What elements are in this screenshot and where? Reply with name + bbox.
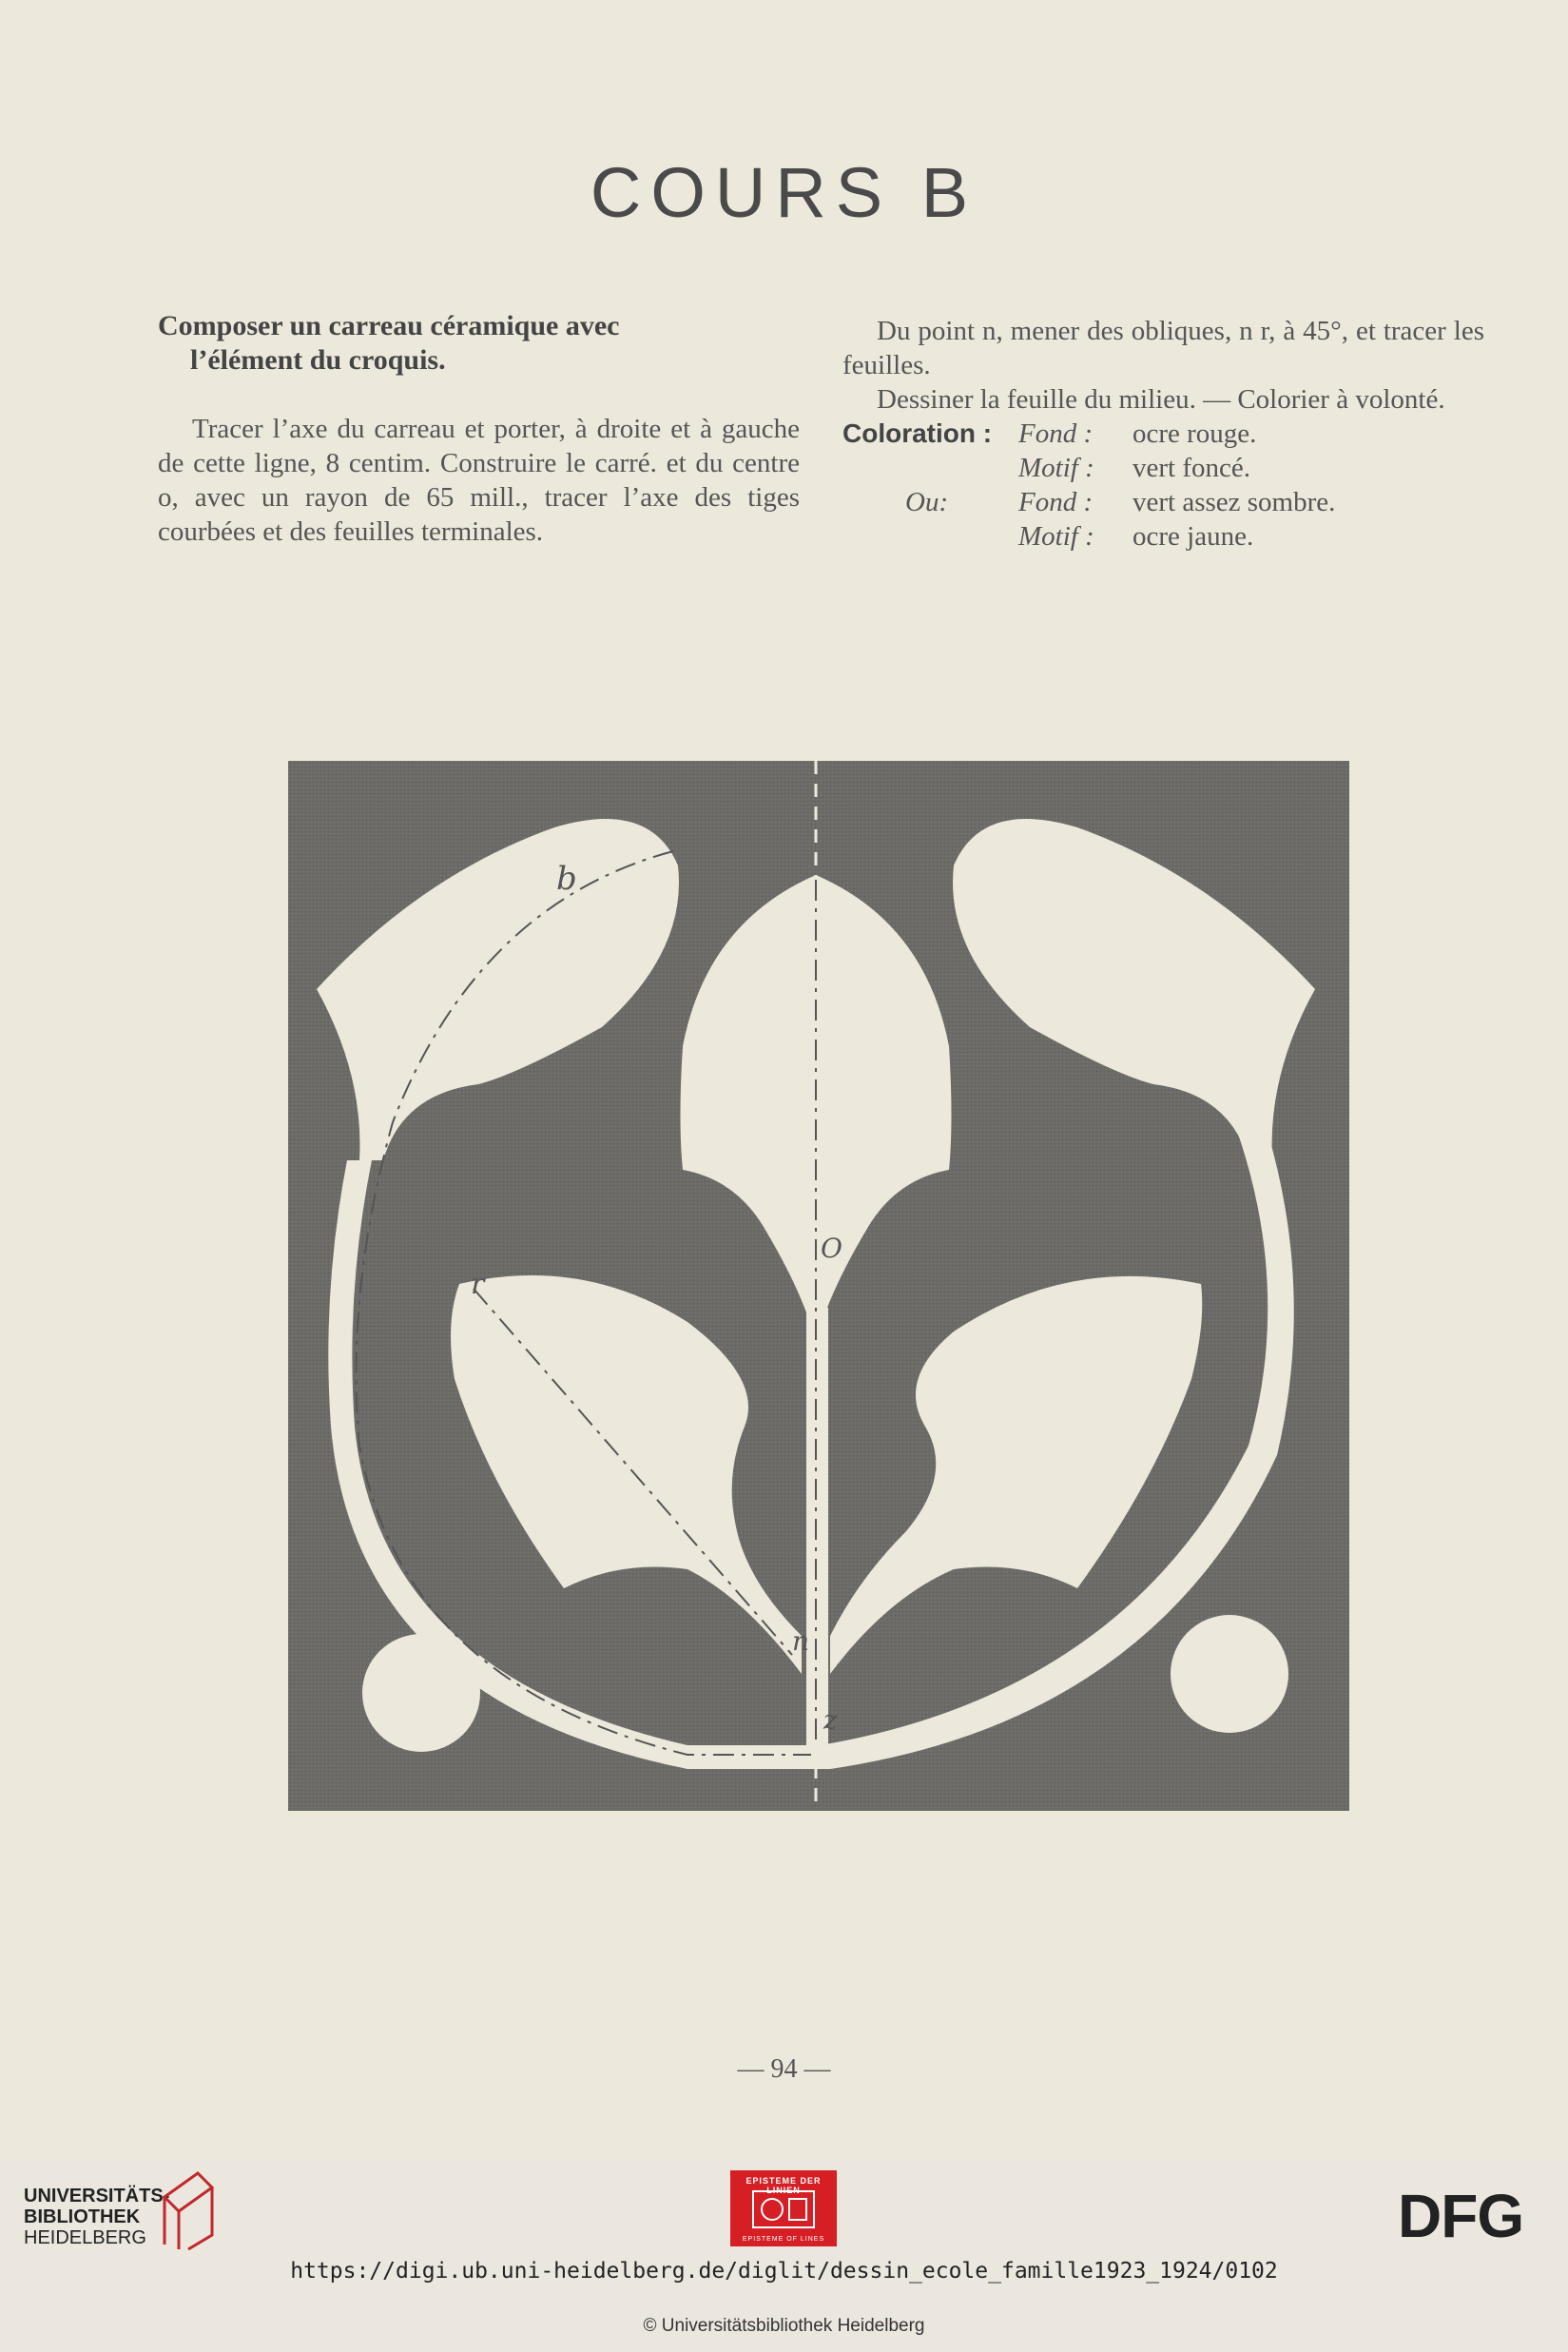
label-b: b <box>556 860 577 898</box>
instructions-paragraph-2: Du point n, mener des obliques, n r, à 45°, et tracer les feuilles. <box>842 316 1484 380</box>
library-name-line-2: BIBLIOTHEK <box>24 2206 141 2227</box>
coloration-value: ocre rouge. <box>1132 418 1257 449</box>
coloration-label: Coloration : <box>842 418 993 448</box>
heading-line-2: l’élément du croquis. <box>190 344 446 376</box>
right-column <box>842 314 1484 554</box>
instructions-paragraph-3: Dessiner la feuille du milieu. — Colorier à volonté. <box>877 384 1445 415</box>
library-name-line-1: UNIVERSITÄTS- <box>24 2186 170 2206</box>
page-number: — 94 — <box>737 2054 831 2084</box>
episteme-bottom-text: EPISTEME OF LINES <box>742 2236 825 2243</box>
label-r: r <box>471 1268 485 1301</box>
coloration-table <box>842 417 1484 554</box>
episteme-emblem-icon <box>751 2189 816 2229</box>
heading-line-1: Composer un carreau céramique avec <box>158 310 620 341</box>
permalink-url[interactable]: https://digi.ub.uni-heidelberg.de/diglit/dessin_ecole_famille1923_1924/0102 <box>290 2259 1278 2284</box>
alternative-label: Ou: <box>905 487 949 517</box>
coloration-key: Fond : <box>1018 487 1094 517</box>
episteme-top-text: EPISTEME DER LINIEN <box>745 2176 822 2195</box>
label-o: O <box>821 1233 842 1264</box>
episteme-logo[interactable] <box>730 2170 837 2246</box>
coloration-key: Motif : <box>1018 453 1094 483</box>
copyright-notice: © Universitätsbibliothek Heidelberg <box>643 2316 925 2336</box>
dfg-logo[interactable]: DFG <box>1398 2182 1524 2250</box>
left-column <box>158 309 800 549</box>
instructions-paragraph: Tracer l’axe du carreau et porter, à droite et à gauche de cette ligne, 8 centim. Construire le carré. et du centre o, avec un rayon de 65 mill., tracer l’axe des tiges courbées et des feuilles terminales. <box>158 414 800 547</box>
coloration-key: Motif : <box>1018 521 1094 552</box>
library-name-line-3: HEIDELBERG <box>24 2227 146 2248</box>
ceramic-tile-figure <box>288 761 1349 1811</box>
coloration-value: vert foncé. <box>1132 453 1250 483</box>
label-n: n <box>792 1625 810 1657</box>
coloration-key: Fond : <box>1018 418 1094 449</box>
library-emblem-icon <box>160 2168 217 2254</box>
coloration-value: ocre jaune. <box>1132 521 1254 552</box>
coloration-value: vert assez sombre. <box>1132 487 1336 517</box>
label-z: z <box>823 1704 838 1736</box>
bottom-right-circle <box>1171 1615 1288 1733</box>
page-title: COURS B <box>590 153 978 232</box>
exercise-heading <box>158 309 800 378</box>
university-library-logo[interactable] <box>24 2186 169 2248</box>
bottom-left-circle <box>362 1634 480 1752</box>
